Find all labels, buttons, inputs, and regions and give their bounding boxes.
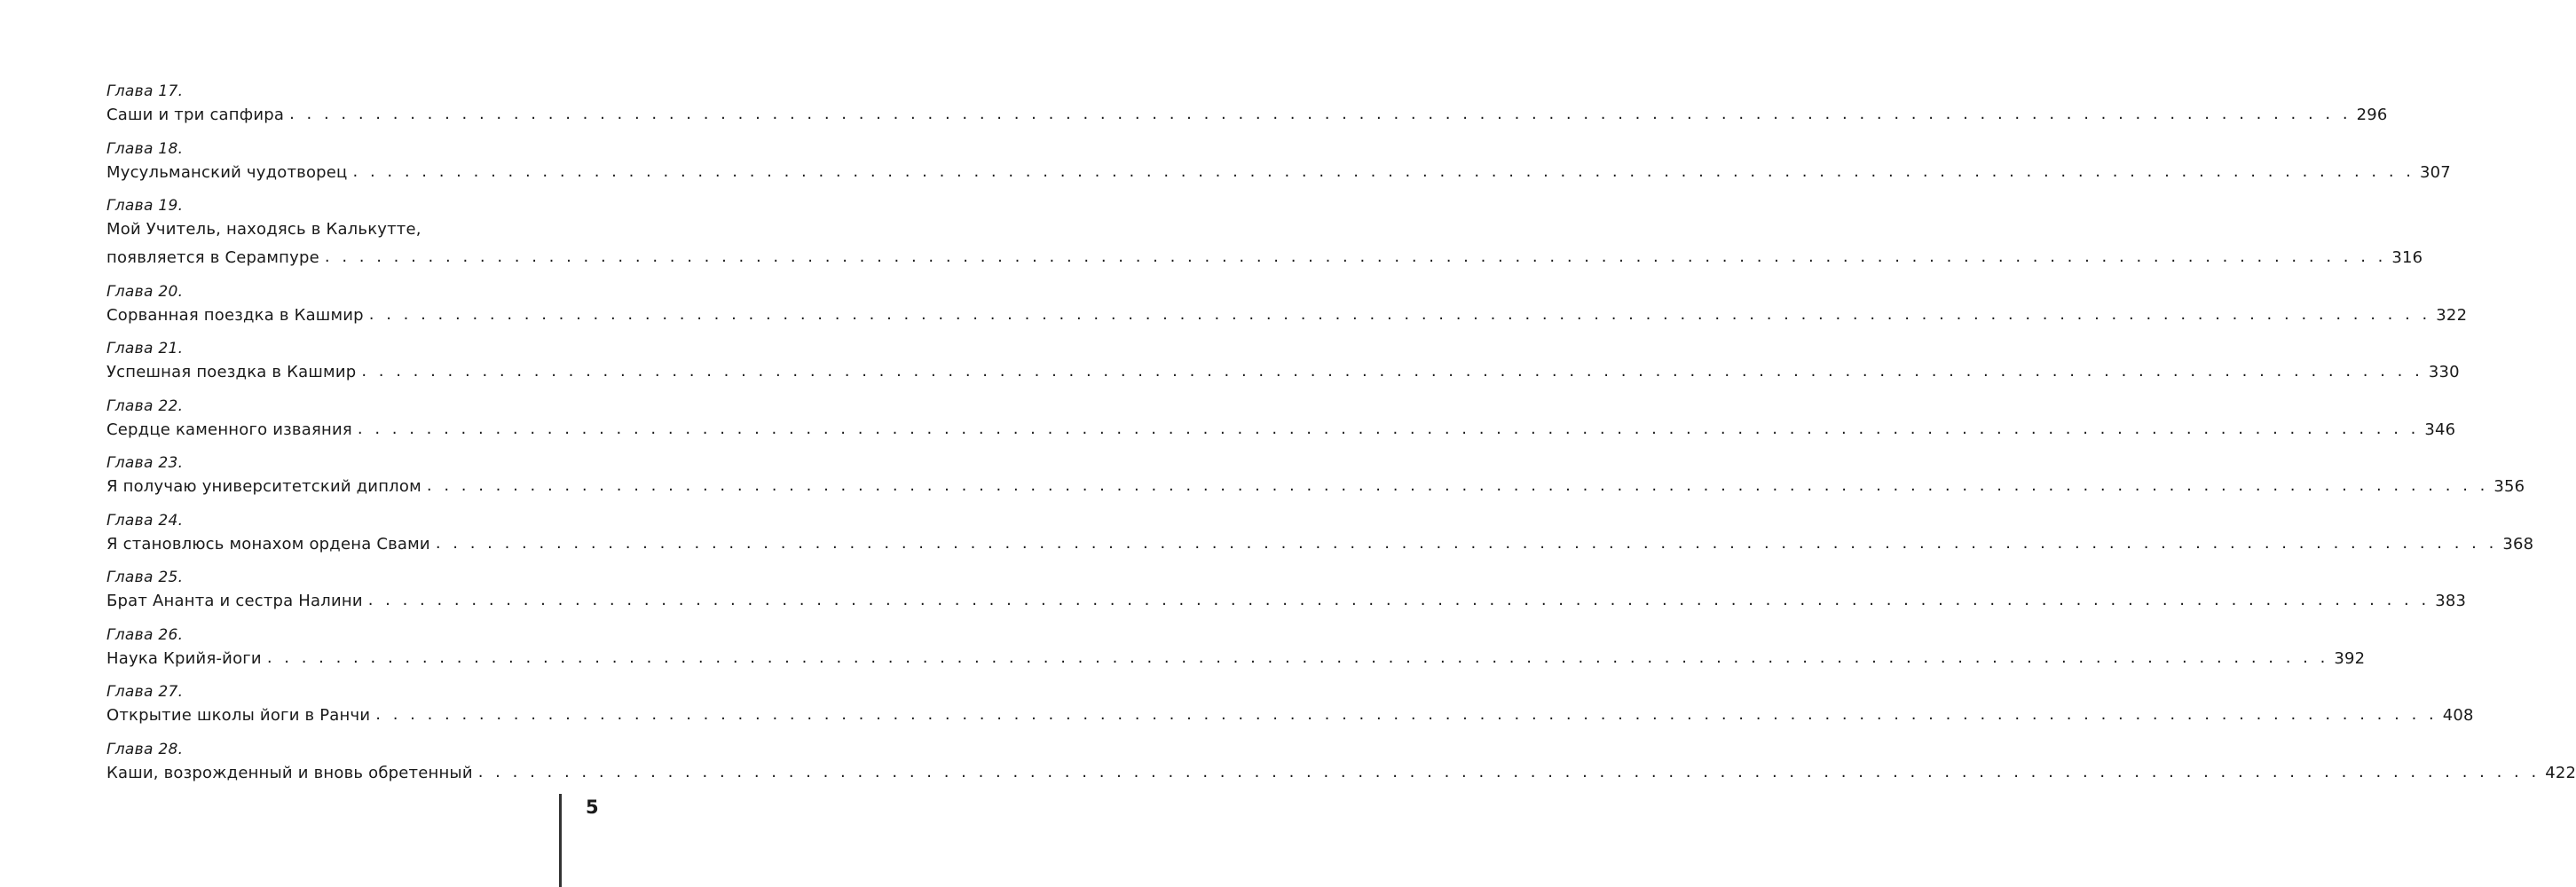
dot-leader: . . . . . . . . . . . . . . . . . . . . . . . . . . . . . . . . . . . . . . . . . . . . . . . . . . . . . . . . . . . . . . . . . . . . . . . . . . . . . . . . . . . . . . . . . . . . . . . . . . . . . . . . . . . . . . . . . . . . . . . . (367, 591, 2430, 609)
toc-entry (106, 740, 2576, 788)
chapter-title-row (106, 473, 2525, 501)
chapter-title-row (106, 702, 2474, 730)
dot-leader: . . . . . . . . . . . . . . . . . . . . . . . . . . . . . . . . . . . . . . . . . . . . . . . . . . . . . . . . . . . . . . . . . . . . . . . . . . . . . . . . . . . . . . . . . . . . . . . . . . . . . . . . . . . . . . . . . . . . . . . . (352, 161, 2415, 181)
chapter-title-row (106, 302, 2468, 330)
dot-leader: . . . . . . . . . . . . . . . . . . . . . . . . . . . . . . . . . . . . . . . . . . . . . . . . . . . . . . . . . . . . . . . . . . . . . . . . . . . . . . . . . . . . . . . . . . . . . . . . . . . . . . . . . . . . . . . . . . . . . . . . (435, 533, 2498, 553)
chapter-page-number: 392 (2334, 648, 2366, 668)
toc-entry (106, 339, 2460, 387)
dot-leader: . . . . . . . . . . . . . . . . . . . . . . . . . . . . . . . . . . . . . . . . . . . . . . . . . . . . . . . . . . . . . . . . . . . . . . . . . . . . . . . . . . . . . . . . . . . . . . . . . . . . . . . . . . . . . . . . . . . . . . . . (361, 362, 2423, 381)
page-number: 5 (586, 797, 599, 818)
chapter-page-number: 322 (2436, 305, 2468, 325)
chapter-page-number: 408 (2442, 706, 2474, 725)
dot-leader: . . . . . . . . . . . . . . . . . . . . . . . . . . . . . . . . . . . . . . . . . . . . . . . . . . . . . . . . . . . . . . . . . . . . . . . . . . . . . . . . . . . . . . . . . . . . . . . . . . . . . . . . . . . . . . . . . . . . . . . . (289, 105, 2351, 123)
chapter-title: Открытие школы йоги в Ранчи (106, 706, 371, 725)
chapter-label: Глава 18. (106, 139, 184, 158)
chapter-title: Мусульманский чудотворец (106, 162, 348, 182)
chapter-title-row (106, 587, 2467, 616)
chapter-label: Глава 22. (106, 396, 184, 415)
chapter-page-number: 307 (2420, 162, 2451, 182)
chapter-title: Я получаю университетский диплом (106, 477, 421, 496)
chapter-title-line: Мой Учитель, находясь в Калькутте, (106, 220, 421, 239)
chapter-page-number: 368 (2502, 534, 2534, 553)
chapter-title: Саши и три сапфира (106, 106, 285, 124)
chapter-label: Глава 24. (106, 511, 184, 530)
table-of-contents (106, 82, 2576, 797)
chapter-label: Глава 19. (106, 197, 184, 215)
chapter-label: Глава 28. (106, 740, 184, 758)
chapter-page-number: 296 (2356, 106, 2388, 124)
chapter-title-row (106, 358, 2460, 387)
chapter-page-number: 383 (2435, 592, 2467, 610)
chapter-title-row (106, 530, 2534, 559)
chapter-page-number: 346 (2424, 420, 2456, 439)
dot-leader: . . . . . . . . . . . . . . . . . . . . . . . . . . . . . . . . . . . . . . . . . . . . . . . . . . . . . . . . . . . . . . . . . . . . . . . . . . . . . . . . . . . . . . . . . . . . . . . . . . . . . . . . . . . . . . . . . . . . . . . . (266, 648, 2329, 667)
chapter-title: Каши, возрожденный и вновь обретенный (106, 763, 473, 782)
toc-entry (106, 196, 2423, 272)
chapter-label: Глава 20. (106, 282, 184, 301)
chapter-label: Глава 25. (106, 569, 184, 586)
toc-entry (106, 282, 2468, 330)
toc-entry (106, 453, 2525, 501)
chapter-label: Глава 23. (106, 454, 184, 472)
chapter-title: Брат Ананта и сестра Налини (106, 592, 363, 610)
chapter-title: Успешная поездка в Кашмир (106, 363, 357, 381)
chapter-title-row (106, 244, 2423, 272)
chapter-title: Сердце каменного изваяния (106, 420, 352, 439)
toc-entry (106, 625, 2366, 673)
toc-entry (106, 396, 2456, 444)
toc-entry (106, 139, 2451, 187)
footer-vertical-rule (559, 794, 562, 887)
chapter-page-number: 422 (2545, 763, 2576, 782)
chapter-label: Глава 17. (106, 82, 184, 100)
chapter-title-row (106, 759, 2576, 788)
dot-leader: . . . . . . . . . . . . . . . . . . . . . . . . . . . . . . . . . . . . . . . . . . . . . . . . . . . . . . . . . . . . . . . . . . . . . . . . . . . . . . . . . . . . . . . . . . . . . . . . . . . . . . . . . . . . . . . . . . . . . . . . (477, 762, 2541, 781)
toc-entry (106, 682, 2474, 730)
toc-entry (106, 82, 2388, 130)
chapter-page-number: 316 (2391, 248, 2423, 267)
toc-entry (106, 568, 2467, 616)
chapter-title-row (106, 416, 2456, 444)
toc-entry (106, 511, 2534, 559)
chapter-title: Я становлюсь монахом ордена Свами (106, 534, 430, 553)
chapter-title: Наука Крийя-йоги (106, 648, 262, 668)
chapter-page-number: 330 (2428, 363, 2460, 381)
chapter-page-number: 356 (2493, 477, 2525, 496)
chapter-label: Глава 21. (106, 340, 184, 357)
dot-leader: . . . . . . . . . . . . . . . . . . . . . . . . . . . . . . . . . . . . . . . . . . . . . . . . . . . . . . . . . . . . . . . . . . . . . . . . . . . . . . . . . . . . . . . . . . . . . . . . . . . . . . . . . . . . . . . . . . . . . . . . (426, 476, 2489, 495)
dot-leader: . . . . . . . . . . . . . . . . . . . . . . . . . . . . . . . . . . . . . . . . . . . . . . . . . . . . . . . . . . . . . . . . . . . . . . . . . . . . . . . . . . . . . . . . . . . . . . . . . . . . . . . . . . . . . . . . . . . . . . . . (357, 419, 2420, 438)
chapter-title-row (106, 645, 2366, 673)
chapter-title: Сорванная поездка в Кашмир (106, 305, 364, 325)
dot-leader: . . . . . . . . . . . . . . . . . . . . . . . . . . . . . . . . . . . . . . . . . . . . . . . . . . . . . . . . . . . . . . . . . . . . . . . . . . . . . . . . . . . . . . . . . . . . . . . . . . . . . . . . . . . . . . . . . . . . . . . . (368, 304, 2431, 324)
chapter-title: появляется в Серампуре (106, 248, 319, 267)
chapter-label: Глава 27. (106, 683, 184, 701)
dot-leader: . . . . . . . . . . . . . . . . . . . . . . . . . . . . . . . . . . . . . . . . . . . . . . . . . . . . . . . . . . . . . . . . . . . . . . . . . . . . . . . . . . . . . . . . . . . . . . . . . . . . . . . . . . . . . . . . . . . . . . . . (375, 705, 2438, 724)
dot-leader: . . . . . . . . . . . . . . . . . . . . . . . . . . . . . . . . . . . . . . . . . . . . . . . . . . . . . . . . . . . . . . . . . . . . . . . . . . . . . . . . . . . . . . . . . . . . . . . . . . . . . . . . . . . . . . . . . . . . . . . . (324, 247, 2387, 266)
chapter-title-row (106, 159, 2451, 187)
chapter-label: Глава 26. (106, 625, 184, 644)
chapter-title-row (106, 101, 2388, 130)
